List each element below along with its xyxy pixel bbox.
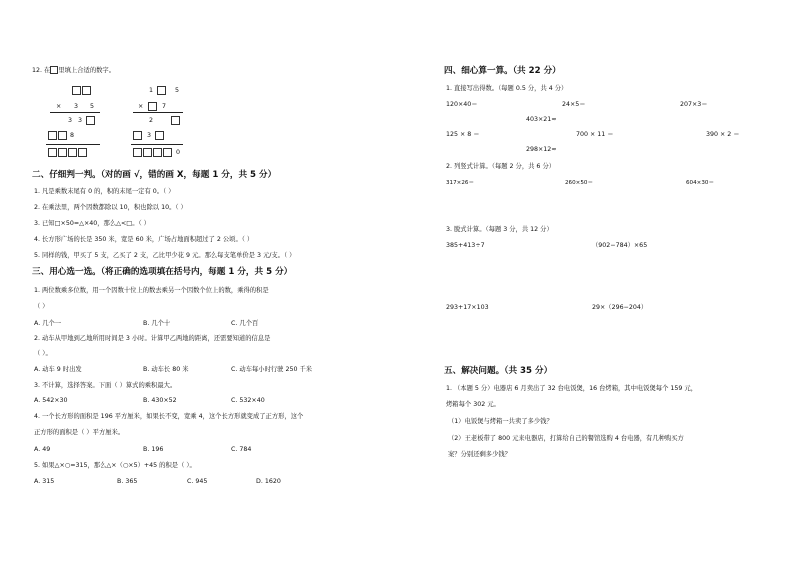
step-calc-label: 3. 脱式计算。（每题 3 分，共 12 分） bbox=[446, 226, 553, 233]
vertical-calc-label: 2. 列竖式计算。（每题 2 分，共 6 分） bbox=[446, 163, 556, 170]
problem-1-sub-2-cont: 案？分别还剩多少钱？ bbox=[448, 451, 511, 458]
q12-prompt: 12. 在 里填上合适的数字。 bbox=[32, 67, 115, 74]
choice-q4-option-c: C. 784 bbox=[231, 446, 252, 453]
choice-q2-blank[interactable]: （ ）。 bbox=[34, 350, 52, 357]
digit-box[interactable] bbox=[143, 148, 152, 157]
oral-calc-item: 125 × 8 ＝ bbox=[446, 131, 480, 138]
digit: 5 bbox=[175, 87, 180, 94]
oral-calc-item: 390 × 2 ＝ bbox=[706, 131, 740, 138]
digit-box[interactable] bbox=[78, 148, 87, 157]
times-sign: × bbox=[138, 103, 144, 110]
choice-q1-option-c: C. 几个百 bbox=[231, 320, 259, 327]
judge-item-4: 4. 长方形广场的长是 350 米，宽是 60 米，广场占地面积超过了 2 公顷。（ ） bbox=[34, 236, 254, 243]
section-3-title: 三、用心选一选。（将正确的选项填在括号内，每题 1 分，共 5 分） bbox=[32, 267, 293, 277]
choice-q2-option-a: A. 动车 9 时出发 bbox=[34, 366, 82, 373]
digit-box[interactable] bbox=[171, 116, 180, 125]
digit-box[interactable] bbox=[82, 86, 91, 95]
step-calc-item: 385+413÷7 bbox=[446, 242, 485, 249]
choice-q5-option-d: D. 1620 bbox=[256, 478, 281, 485]
vertical-calc-item: 260×50＝ bbox=[565, 180, 594, 186]
choice-q3-option-c: C. 532×40 bbox=[231, 397, 265, 404]
choice-q1-option-a: A. 几个一 bbox=[34, 320, 62, 327]
choice-q2-option-b: B. 动车长 80 米 bbox=[143, 366, 189, 373]
digit: 0 bbox=[176, 149, 181, 156]
choice-q1-stem: 1. 两位数乘多位数，用一个因数十位上的数去乘另一个因数个位上的数，乘得的积是 bbox=[34, 287, 269, 294]
vertical-calc-item: 604×30＝ bbox=[686, 180, 715, 186]
choice-q3-option-b: B. 430×52 bbox=[143, 397, 177, 404]
vertical-calc-item: 317×26＝ bbox=[446, 180, 475, 186]
problem-1-sub-2: （2）王老板带了 800 元来电器店，打算给自己的餐馆选购 4 台电器，有几种购买方 bbox=[448, 435, 684, 442]
choice-q5-option-c: C. 945 bbox=[187, 478, 208, 485]
choice-q2-stem: 2. 动车从甲地到乙地所用时间是 3 小时。计算甲乙两地的距离，还需要知道的信息是 bbox=[34, 335, 271, 342]
digit-box[interactable] bbox=[86, 116, 95, 125]
choice-q2-option-c: C. 动车每小时行驶 250 千米 bbox=[231, 366, 313, 373]
digit: 3 bbox=[78, 117, 83, 124]
digit-box[interactable] bbox=[133, 131, 142, 140]
digit-box[interactable] bbox=[48, 148, 57, 157]
digit: 1 bbox=[149, 87, 154, 94]
choice-q4-option-b: B. 196 bbox=[143, 446, 164, 453]
oral-calc-item: 207×3＝ bbox=[680, 101, 708, 108]
oral-calc-item: 24×5＝ bbox=[562, 101, 586, 108]
choice-q5-option-b: B. 365 bbox=[117, 478, 138, 485]
choice-q5-stem: 5. 如果△×○=315，那么△×（○×5）+45 的积是（ ）。 bbox=[34, 462, 196, 469]
judge-item-5: 5. 同样的钱，甲买了 5 支，乙买了 2 支，乙比甲少花 9 元。那么每支笔单价是 3 元/支。（ ） bbox=[34, 252, 296, 259]
digit: 3 bbox=[74, 103, 79, 110]
digit-box[interactable] bbox=[133, 148, 142, 157]
digit: 2 bbox=[149, 117, 154, 124]
choice-q4-option-a: A. 49 bbox=[34, 446, 51, 453]
oral-calc-item: 120×40＝ bbox=[446, 101, 478, 108]
rule-line bbox=[131, 144, 183, 145]
digit-box[interactable] bbox=[155, 131, 164, 140]
digit-box[interactable] bbox=[148, 102, 157, 111]
rule-line bbox=[133, 112, 183, 113]
digit-box[interactable] bbox=[58, 131, 67, 140]
choice-q4-stem: 4. 一个长方形的面积是 196 平方厘米，如果长不变，宽乘 4，这个长方形就变成了正方形，这个 bbox=[34, 413, 304, 420]
problem-1-line: 烤箱每个 302 元。 bbox=[446, 401, 500, 408]
section-5-title: 五、解决问题。（共 35 分） bbox=[444, 366, 553, 376]
choice-q3-stem: 3. 不计算，选择答案。下面（ ）算式的乘积最大。 bbox=[34, 382, 177, 389]
digit-box[interactable] bbox=[58, 148, 67, 157]
choice-q3-option-a: A. 542×30 bbox=[34, 397, 68, 404]
times-sign: × bbox=[56, 103, 62, 110]
choice-q5-option-a: A. 315 bbox=[34, 478, 55, 485]
digit: 7 bbox=[162, 103, 167, 110]
rule-line bbox=[46, 144, 100, 145]
step-calc-item: 293+17×103 bbox=[446, 304, 489, 311]
digit-box[interactable] bbox=[163, 148, 172, 157]
choice-q1-option-b: B. 几个十 bbox=[143, 320, 171, 327]
digit-box[interactable] bbox=[157, 86, 166, 95]
problem-1-sub-1: （1）电饭煲与烤箱一共卖了多少钱？ bbox=[448, 418, 553, 425]
choice-q4-stem-cont: 正方形的面积是（ ）平方厘米。 bbox=[34, 429, 125, 436]
digit-box[interactable] bbox=[68, 148, 77, 157]
digit: 3 bbox=[147, 132, 152, 139]
digit-box[interactable] bbox=[153, 148, 162, 157]
oral-calc-item: 700 × 11 ＝ bbox=[576, 131, 614, 138]
judge-item-2: 2. 在乘法里，两个因数都除以 10，积也除以 10。（ ） bbox=[34, 204, 187, 211]
section-4-title: 四、细心算一算。（共 22 分） bbox=[444, 66, 561, 76]
digit-box[interactable] bbox=[72, 86, 81, 95]
digit: 8 bbox=[70, 132, 75, 139]
digit: 5 bbox=[90, 103, 95, 110]
section-2-title: 二、仔细判一判。（对的画 √，错的画 X，每题 1 分，共 5 分） bbox=[32, 170, 277, 180]
judge-item-3: 3. 已知□×50=△×40，那么△<□。（ ） bbox=[34, 220, 150, 227]
oral-calc-item: 403×21≈ bbox=[526, 116, 557, 123]
choice-q1-blank[interactable]: （ ） bbox=[34, 303, 49, 310]
digit: 3 bbox=[68, 117, 73, 124]
oral-calc-label: 1. 直接写出得数。（每题 0.5 分，共 4 分） bbox=[446, 85, 568, 92]
rule-line bbox=[50, 112, 100, 113]
step-calc-item: （902−784）×65 bbox=[592, 242, 648, 249]
judge-item-1: 1. 凡是乘数末尾有 0 的，积的末尾一定有 0。（ ） bbox=[34, 188, 175, 195]
step-calc-item: 29×（296−204） bbox=[592, 304, 648, 311]
digit-box[interactable] bbox=[48, 131, 57, 140]
problem-1-line: 1. （本题 5 分）电器店 6 月卖出了 32 台电饭煲，16 台烤箱，其中电饭煲每个 159 元， bbox=[446, 385, 697, 392]
oral-calc-item: 298×12≈ bbox=[526, 146, 557, 153]
